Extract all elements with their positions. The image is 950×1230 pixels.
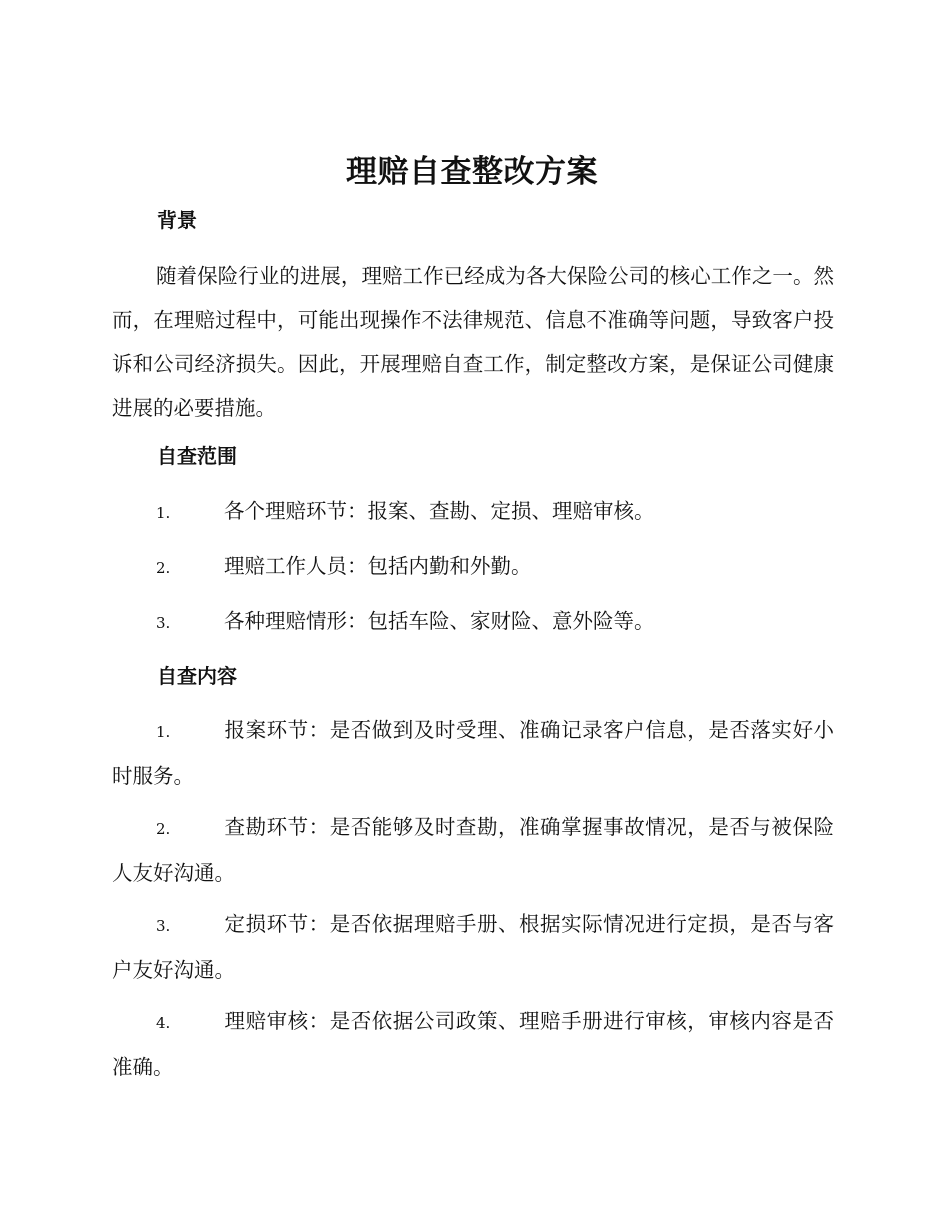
list-item-text: 报案环节：是否做到及时受理、准确记录客户信息，是否落实好小时服务。	[112, 718, 834, 788]
background-paragraph: 随着保险行业的进展，理赔工作已经成为各大保险公司的核心工作之一。然而，在理赔过程中，可能出现操作不法律规范、信息不准确等问题，导致客户投诉和公司经济损失。因此，开展理赔自查工作，制定整改方案，是保证公司健康进展的必要措施。	[112, 264, 834, 420]
scope-list-item	[112, 489, 834, 535]
content-list-item	[112, 805, 834, 895]
content-list-item	[112, 999, 834, 1089]
list-number: 1.	[156, 723, 171, 741]
content-list-item	[112, 902, 834, 992]
list-item-text: 各个理赔环节：报案、查勘、定损、理赔审核。	[224, 499, 655, 523]
list-item-text: 查勘环节：是否能够及时查勘，准确掌握事故情况，是否与被保险人友好沟通。	[112, 815, 834, 885]
list-item-text: 各种理赔情形：包括车险、家财险、意外险等。	[224, 609, 655, 633]
document-title: 理赔自查整改方案	[346, 154, 598, 190]
content-list-item	[112, 708, 834, 798]
scope-list-item	[112, 599, 834, 645]
list-number: 3.	[156, 917, 171, 935]
list-number: 2.	[156, 820, 171, 838]
list-number: 3.	[156, 614, 171, 632]
list-item-text: 理赔审核：是否依据公司政策、理赔手册进行审核，审核内容是否准确。	[112, 1009, 834, 1079]
list-number: 4.	[156, 1014, 171, 1032]
scope-list-item	[112, 544, 834, 590]
section-heading-background: 背景	[157, 208, 197, 232]
section-heading-scope: 自查范围	[157, 444, 237, 468]
section-heading-content: 自查内容	[157, 664, 237, 688]
list-item-text: 理赔工作人员：包括内勤和外勤。	[224, 554, 532, 578]
list-number: 2.	[156, 559, 171, 577]
list-item-text: 定损环节：是否依据理赔手册、根据实际情况进行定损，是否与客户友好沟通。	[112, 912, 834, 982]
list-number: 1.	[156, 504, 171, 522]
